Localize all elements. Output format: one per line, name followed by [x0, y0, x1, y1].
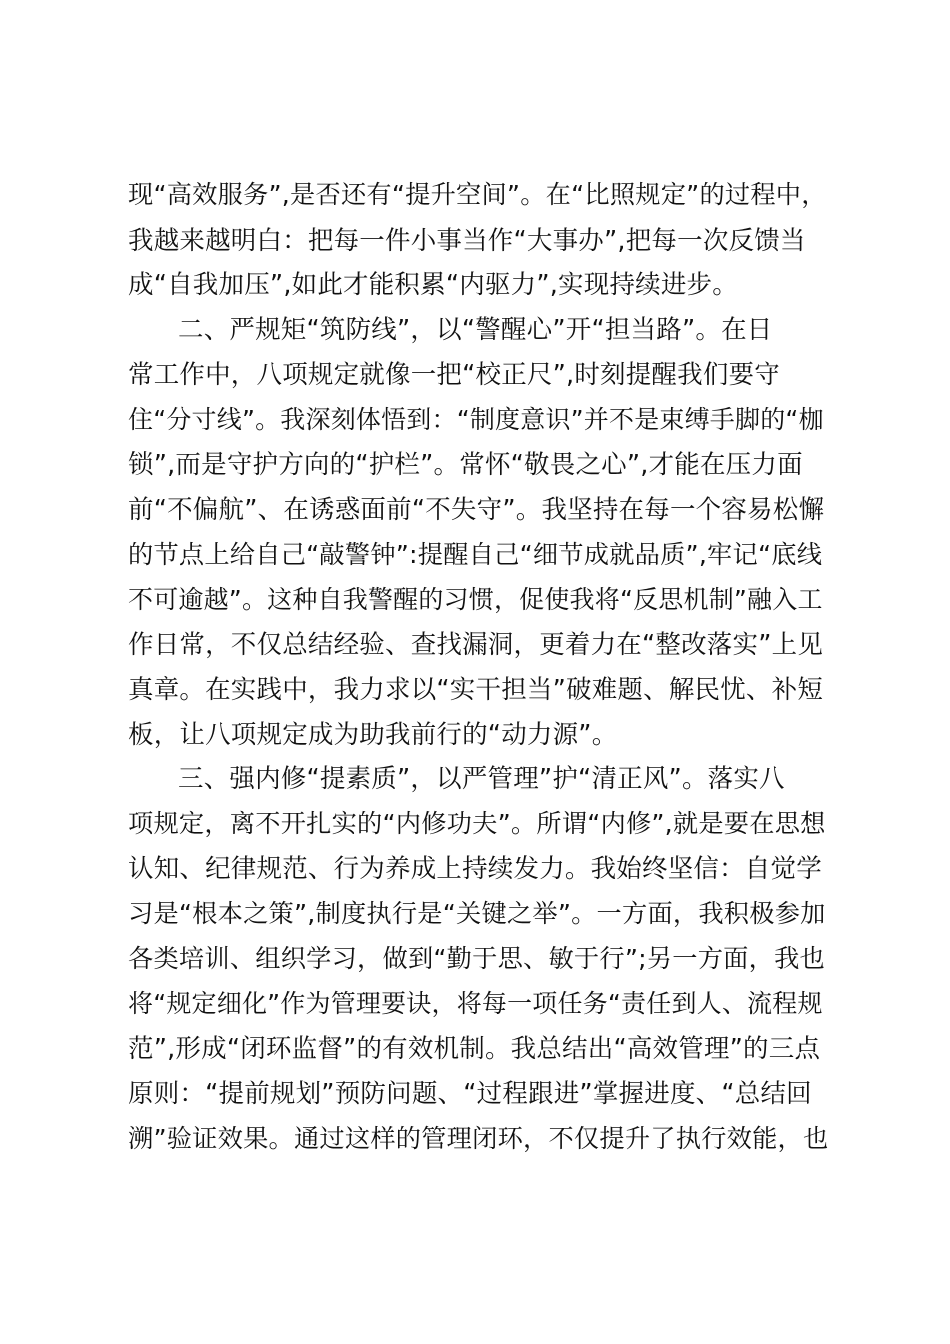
text-line: 成“自我加压”,如此才能积累“内驱力”,实现持续进步。: [128, 270, 738, 300]
text-line: 各类培训、组织学习，做到“勤于思、敏于行”;另一方面，我也: [128, 944, 825, 973]
text-line: 将“规定细化”作为管理要诀，将每一项任务“责任到人、流程规: [128, 989, 823, 1018]
text-line: 我越来越明白：把每一件小事当作“大事办”,把每一次反馈当: [128, 226, 806, 256]
text-line: 溯”验证效果。通过这样的管理闭环，不仅提升了执行效能，也: [128, 1124, 829, 1153]
text-line: 锁”,而是守护方向的“护栏”。常怀“敬畏之心”,才能在压力面: [128, 450, 803, 480]
text-line: 作日常，不仅总结经验、查找漏洞，更着力在“整改落实”上见: [128, 630, 824, 660]
text-line: 的节点上给自己“敲警钟”:提醒自己“细节成就品质”,牢记“底线: [128, 540, 823, 569]
paragraph-heading-3: 三、强内修“提素质”，以严管理”护“清正风”。落实八: [178, 764, 785, 794]
text-line: 常工作中，八项规定就像一把“校正尺”,时刻提醒我们要守: [128, 360, 780, 390]
text-line: 前“不偏航”、在诱惑面前“不失守”。我坚持在每一个容易松懈: [128, 495, 825, 525]
text-line: 住“分寸线”。我深刻体悟到：“制度意识”并不是束缚手脚的“枷: [128, 405, 824, 434]
text-line: 原则：“提前规划”预防问题、“过程跟进”掌握进度、“总结回: [128, 1079, 812, 1109]
text-line: 板，让八项规定成为助我前行的“动力源”。: [128, 720, 618, 750]
text-line: 习是“根本之策”,制度执行是“关键之举”。一方面，我积极参加: [128, 899, 826, 928]
text-line: 不可逾越”。这种自我警醒的习惯，促使我将“反思机制”融入工: [128, 585, 823, 614]
text-line: 项规定，离不开扎实的“内修功夫”。所谓“内修”,就是要在思想: [128, 809, 826, 838]
text-line: 真章。在实践中，我力求以“实干担当”破难题、解民忧、补短: [128, 675, 824, 705]
paragraph-heading-2: 二、严规矩“筑防线”，以“警醒心”开“担当路”。在日: [178, 315, 773, 345]
text-line: 现“高效服务”,是否还有“提升空间”。在“比照规定”的过程中，: [128, 180, 827, 209]
text-line: 范”,形成“闭环监督”的有效机制。我总结出“高效管理”的三点: [128, 1034, 821, 1064]
text-line: 认知、纪律规范、行为养成上持续发力。我始终坚信：自觉学: [128, 854, 822, 884]
